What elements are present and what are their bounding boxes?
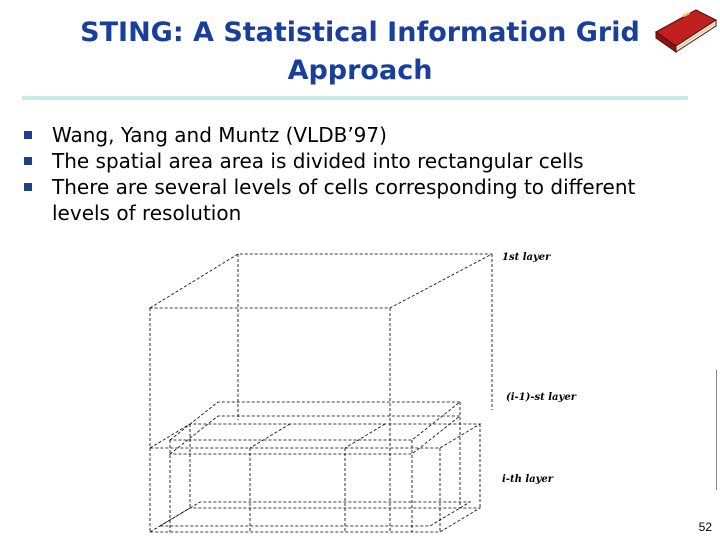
bullet-item (22, 122, 682, 148)
layer-1-label: 1st layer (502, 252, 551, 263)
bullet-item (22, 174, 682, 226)
bullet-square-icon (24, 131, 32, 139)
layer-1-top-plane (150, 254, 492, 308)
bullet-text: Wang, Yang and Muntz (VLDB’97) (52, 123, 387, 147)
title-line-2: Approach (287, 55, 433, 86)
layer-i-minus-1-plane (170, 402, 460, 440)
layer-i-plane (150, 424, 480, 448)
bullet-square-icon (24, 183, 32, 191)
title-line-1: STING: A Statistical Information Grid (80, 17, 640, 48)
bullet-square-icon (24, 157, 32, 165)
title-divider (22, 96, 688, 100)
layer-i-minus-1-label: (i-1)-st layer (506, 392, 576, 403)
bullet-list (22, 122, 682, 226)
layer-i-label: i-th layer (502, 474, 554, 485)
edge-divider (716, 370, 717, 490)
grid-layers-diagram (130, 240, 610, 540)
slide-number: 52 (698, 520, 712, 534)
book-icon (650, 2, 720, 54)
bullet-text: There are several levels of cells corresponding to different levels of resolution (52, 175, 636, 225)
bullet-item (22, 148, 682, 174)
bullet-text: The spatial area area is divided into rectangular cells (52, 149, 584, 173)
slide-title (0, 14, 720, 90)
